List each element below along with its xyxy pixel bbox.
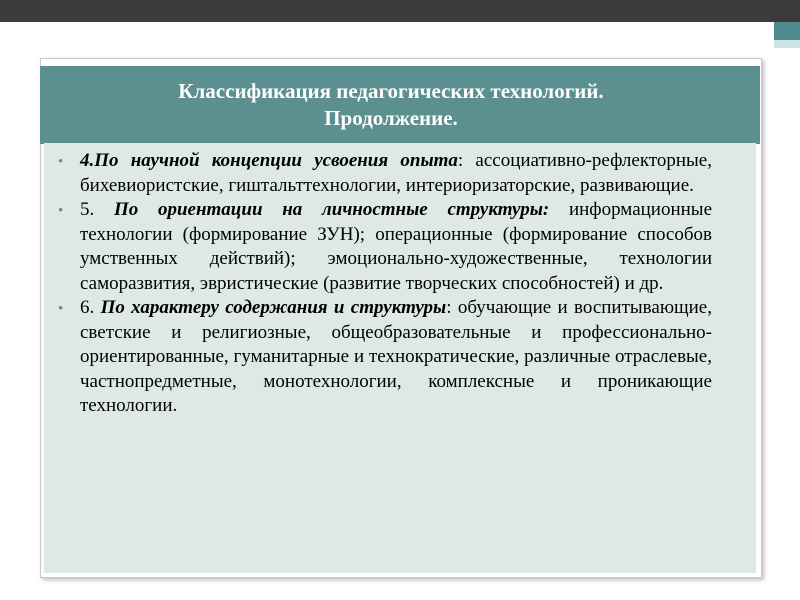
list-item [58,296,712,419]
item-paragraph [80,296,712,419]
top-bar [0,0,800,22]
item-text: информационные технологии (формирование ЗУН); операционные (формирование способов умственных действий); эмоционально-художественные, технологии саморазвития, эвристические (развитие творческих способностей) и др. [80,199,712,294]
item-heading: По ориентации на личностные структуры: [94,199,550,220]
item-heading: По характеру содержания и структуры [94,297,447,318]
top-bar-accent [774,22,800,40]
bullet-icon: • [58,301,64,317]
title-band [40,66,760,144]
item-heading: По научной концепции усвоения опыта [94,150,458,171]
item-text: : ассоциативно-рефлекторные, бихевиористские, гиштальттехнологии, интериоризаторские, развивающие. [80,150,712,196]
content-area [44,143,756,573]
bullet-icon: • [58,154,64,170]
slide-title-line-1: Классификация педагогических технологий. [178,79,604,103]
top-bar-accent-light [774,40,800,48]
bullet-icon: • [58,203,64,219]
list-item [58,198,712,296]
item-number: 5. [80,199,95,220]
item-paragraph [80,149,712,198]
item-paragraph [80,198,712,296]
item-number: 6. [80,297,95,318]
item-number: 4. [80,150,95,171]
slide-title-line-2: Продолжение. [324,106,458,130]
list-item [58,149,712,198]
item-text: : обучающие и воспитывающие, светские и религиозные, общеобразовательные и профессионально-ориентированные, гуманитарные и технократические, различные отраслевые, частнопредметные, монотехнологии, комплексные и проникающие технологии. [80,297,712,416]
